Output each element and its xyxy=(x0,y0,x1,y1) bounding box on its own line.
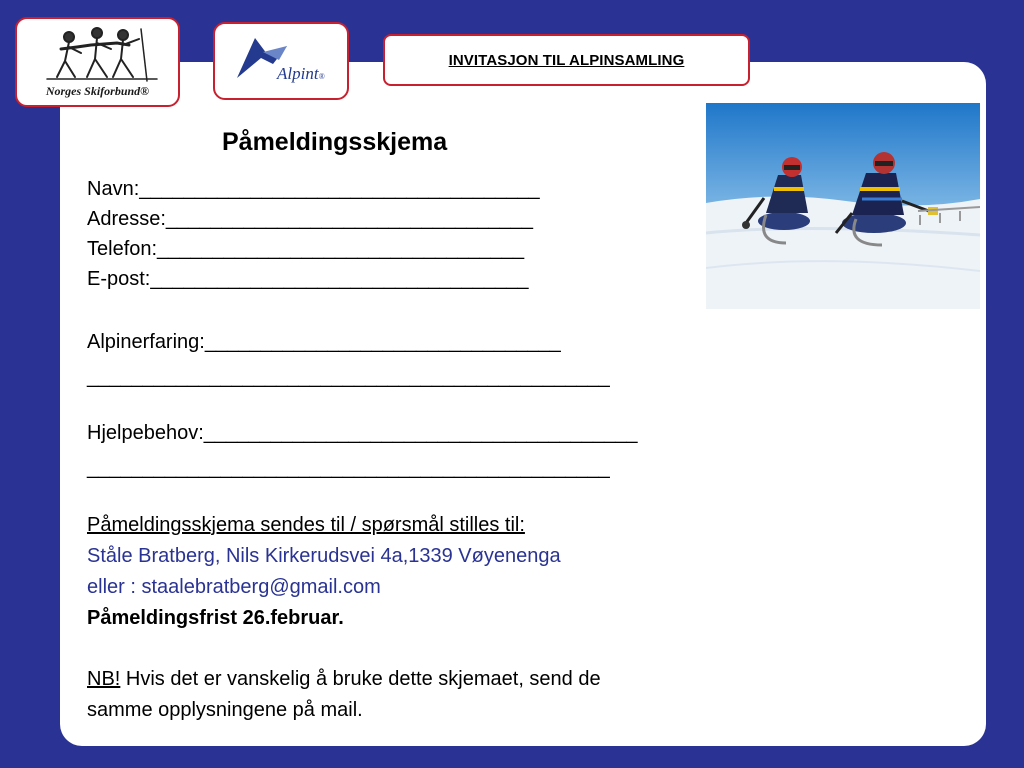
alpint-arrow-icon xyxy=(215,24,349,100)
nsf-logo-text: Norges Skiforbund® xyxy=(45,84,150,98)
note-line-2: samme opplysningene på mail. xyxy=(87,699,363,721)
field-hjelpebehov[interactable]: Hjelpebehov:_______________________________________ xyxy=(87,422,638,444)
alpint-logo-text: Alpint® xyxy=(277,64,325,83)
deadline-text: Påmeldingsfrist 26.februar. xyxy=(87,607,344,629)
field-alpinerfaring-continued[interactable]: _______________________________________________ xyxy=(87,366,610,388)
field-hjelpebehov-continued[interactable]: _______________________________________________ xyxy=(87,457,610,479)
note-line-1 xyxy=(87,667,601,691)
field-epost[interactable]: E-post:__________________________________ xyxy=(87,268,529,290)
field-navn[interactable]: Navn:____________________________________ xyxy=(87,178,540,200)
contact-email[interactable]: eller : staalebratberg@gmail.com xyxy=(87,576,381,598)
alpint-logo xyxy=(213,22,349,100)
form-heading: Påmeldingsskjema xyxy=(222,128,448,156)
field-alpinerfaring[interactable]: Alpinerfaring:________________________________ xyxy=(87,331,561,353)
note-text-1: Hvis det er vanskelig å bruke dette skjemaet, send de xyxy=(120,668,601,690)
skiers-emblem-icon xyxy=(17,19,180,89)
contact-address: Ståle Bratberg, Nils Kirkerudsvei 4a,1339 Vøyenenga xyxy=(87,545,561,567)
nb-label: NB! xyxy=(87,668,121,690)
field-adresse[interactable]: Adresse:_________________________________ xyxy=(87,208,533,230)
title-banner xyxy=(383,34,750,86)
sit-ski-racers-photo xyxy=(706,103,980,309)
page-title: INVITASJON TIL ALPINSAMLING xyxy=(448,51,685,69)
field-telefon[interactable]: Telefon:_________________________________ xyxy=(87,238,525,260)
norges-skiforbund-logo xyxy=(15,17,180,107)
contact-intro: Påmeldingsskjema sendes til / spørsmål stilles til: xyxy=(87,514,525,536)
